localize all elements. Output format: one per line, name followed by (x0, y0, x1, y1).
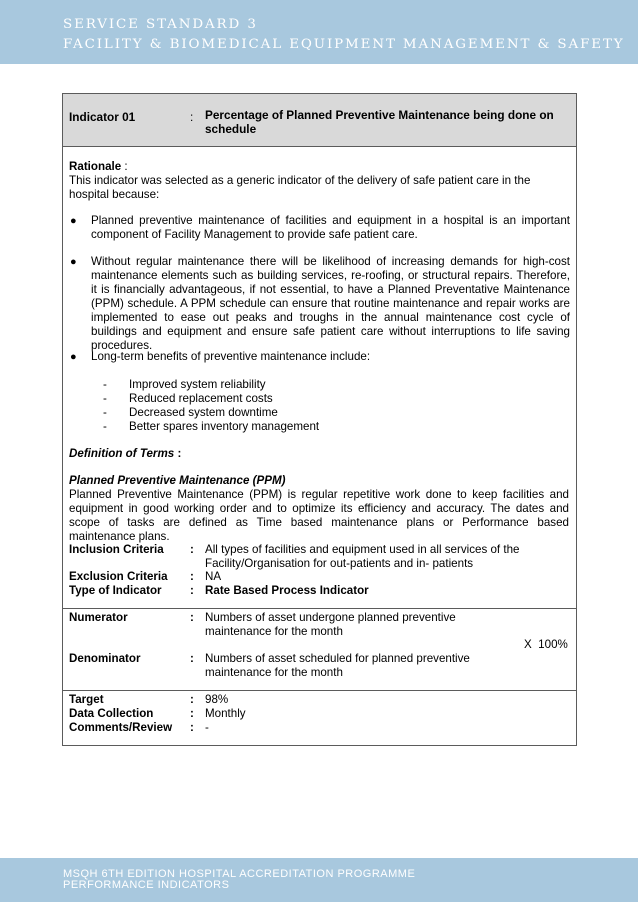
dash-icon: - (103, 406, 107, 419)
dash-icon: - (103, 378, 107, 391)
denominator-value: Numbers of asset scheduled for planned preventive maintenance for the month (205, 652, 470, 679)
indicator-box (63, 94, 576, 147)
denominator-label: Denominator (69, 652, 141, 665)
bullet-icon: ● (70, 215, 77, 227)
benefit-text: Reduced replacement costs (129, 392, 273, 405)
benefit-text: Improved system reliability (129, 378, 266, 391)
target-colon: : (190, 693, 194, 706)
benefit-text: Better spares inventory management (129, 420, 320, 433)
indicator-label: Indicator 01 (69, 110, 136, 124)
rationale-heading: Rationale (69, 160, 122, 173)
rationale-heading-colon: : (121, 160, 128, 173)
inclusion-label: Inclusion Criteria (69, 543, 164, 556)
rationale-bullet (70, 214, 570, 242)
exclusion-label: Exclusion Criteria (69, 570, 168, 583)
bullet-icon: ● (70, 351, 77, 363)
denominator-colon: : (190, 652, 194, 665)
rationale-bullet (70, 350, 570, 364)
footer-subtitle: PERFORMANCE INDICATORS (63, 879, 230, 891)
definition-text: Planned Preventive Maintenance (PPM) is regular repetitive work done to keep facilities and equipment in good working order and to optimize its efficiency and accuracy. The dates and scope of tasks are defined as Time based maintenance plans or Performance based maintenance plans. (69, 488, 569, 543)
bullet-text: Long-term benefits of preventive maintenance include: (91, 350, 371, 363)
collection-label: Data Collection (69, 707, 154, 720)
bullet-text: Without regular maintenance there will be likelihood of increasing demands for high-cost maintenance elements such as building services, re-roofing, or structural repairs. Therefore, it is financially advantageous, if not essential, to have a Planned Preventative Maintenance (PPM) schedule. A PPM schedule can ensure that routine maintenance and repair works are implemented to ease out peaks and troughs in the annual maintenance cost cycle of buildings and equipment and ensure safe patient care without interruptions to life saving procedures. (91, 255, 570, 352)
comments-colon: : (190, 721, 194, 734)
type-value: Rate Based Process Indicator (205, 584, 369, 597)
rationale-bullet (70, 255, 570, 353)
standard-number: SERVICE STANDARD 3 (63, 17, 258, 32)
indicator-colon: : (190, 110, 194, 124)
dash-icon: - (103, 420, 107, 433)
definition-term-text: Planned Preventive Maintenance (PPM) (69, 474, 286, 487)
inclusion-colon: : (190, 543, 194, 556)
divider (63, 608, 576, 609)
divider (63, 690, 576, 691)
header-band (0, 0, 638, 64)
indicator-frame (62, 93, 577, 746)
collection-colon: : (190, 707, 194, 720)
bullet-icon: ● (70, 256, 77, 268)
definition-heading: Definition of Terms (69, 447, 175, 460)
comments-label: Comments/Review (69, 721, 173, 734)
exclusion-value: NA (205, 570, 222, 583)
numerator-label: Numerator (69, 611, 128, 624)
bullet-text: Planned preventive maintenance of facilities and equipment in a hospital is an important component of Facility Management to provide safe patient care. (91, 214, 570, 241)
footer-band (0, 858, 638, 902)
definition-heading-line (69, 447, 181, 461)
inclusion-value: All types of facilities and equipment used in all services of the Facility/Organisation for out-patients and in- patients (205, 543, 520, 570)
collection-value: Monthly (205, 707, 246, 720)
type-colon: : (190, 584, 194, 597)
benefit-text: Decreased system downtime (129, 406, 278, 419)
indicator-title: Percentage of Planned Preventive Maintenance being done on schedule (205, 108, 554, 136)
type-label: Type of Indicator (69, 584, 162, 597)
exclusion-colon: : (190, 570, 194, 583)
rationale-intro: This indicator was selected as a generic indicator of the delivery of safe patient care in the hospital because: (69, 174, 531, 201)
target-label: Target (69, 693, 104, 706)
numerator-value: Numbers of asset undergone planned preventive maintenance for the month (205, 611, 456, 638)
target-value: 98% (205, 693, 229, 706)
definition-term (69, 474, 285, 488)
standard-title: FACILITY & BIOMEDICAL EQUIPMENT MANAGEMENT & SAFETY (63, 37, 625, 52)
rationale-heading-line (69, 160, 128, 174)
multiplier: X 100% (524, 638, 568, 651)
dash-icon: - (103, 392, 107, 405)
comments-value: - (205, 721, 209, 734)
definition-heading-colon: : (174, 447, 182, 460)
footer-programme: MSQH 6TH EDITION HOSPITAL ACCREDITATION PROGRAMME (63, 868, 416, 880)
numerator-colon: : (190, 611, 194, 624)
